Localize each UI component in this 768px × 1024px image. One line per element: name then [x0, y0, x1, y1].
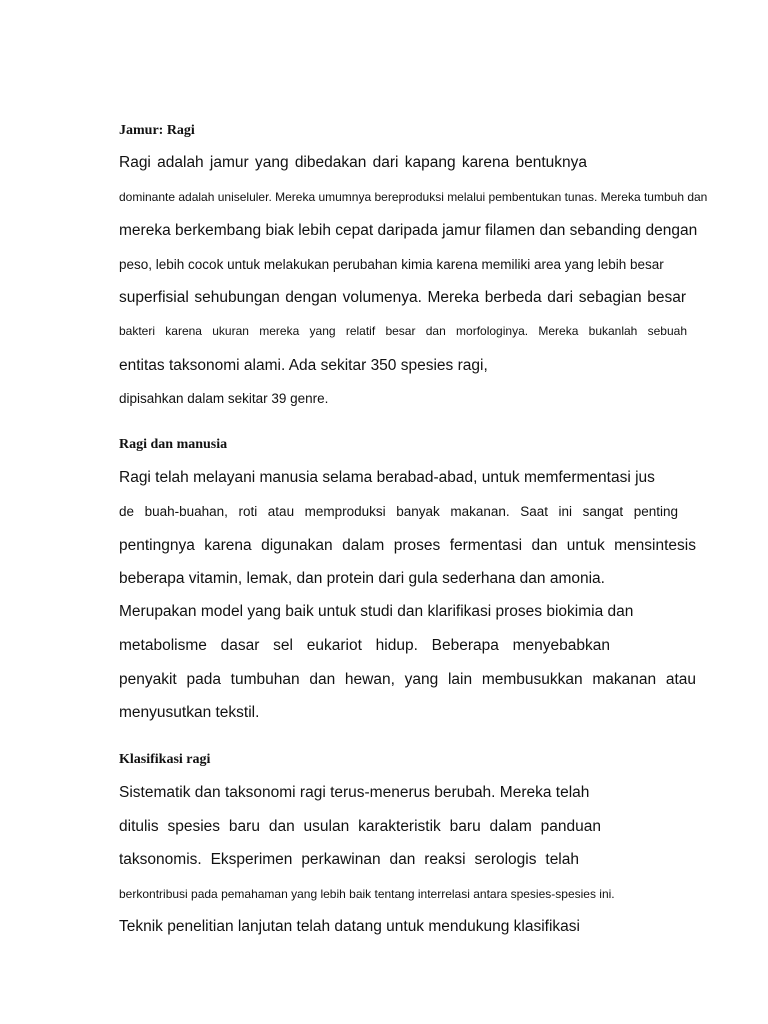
paragraph-line: menyusutkan tekstil. [119, 704, 260, 721]
paragraph-line: penyakit pada tumbuhan dan hewan, yang lain membusukkan makanan atau [119, 671, 696, 688]
paragraph-line: entitas taksonomi alami. Ada sekitar 350 spesies ragi, [119, 357, 488, 374]
paragraph-line: dominante adalah uniseluler. Mereka umumnya bereproduksi melalui pembentukan tunas. Mereka tumbuh dan [119, 190, 708, 204]
section-heading-ragi-dan-manusia: Ragi dan manusia [119, 437, 228, 452]
paragraph-line: Ragi adalah jamur yang dibedakan dari kapang karena bentuknya [119, 154, 587, 171]
paragraph-line: pentingnya karena digunakan dalam proses fermentasi dan untuk mensintesis [119, 537, 696, 554]
paragraph-line: metabolisme dasar sel eukariot hidup. Beberapa menyebabkan [119, 637, 610, 654]
paragraph-line: taksonomis. Eksperimen perkawinan dan reaksi serologis telah [119, 851, 579, 868]
paragraph-line: beberapa vitamin, lemak, dan protein dari gula sederhana dan amonia. [119, 570, 605, 587]
paragraph-line: superfisial sehubungan dengan volumenya. Mereka berbeda dari sebagian besar [119, 289, 686, 306]
paragraph-line: peso, lebih cocok untuk melakukan perubahan kimia karena memiliki area yang lebih besar [119, 257, 664, 272]
paragraph-line: Teknik penelitian lanjutan telah datang untuk mendukung klasifikasi [119, 918, 580, 935]
paragraph-line: ditulis spesies baru dan usulan karakteristik baru dalam panduan [119, 818, 601, 835]
section-heading-jamur-ragi: Jamur: Ragi [119, 123, 195, 138]
paragraph-line: dipisahkan dalam sekitar 39 genre. [119, 391, 329, 406]
paragraph-line: mereka berkembang biak lebih cepat daripada jamur filamen dan sebanding dengan [119, 222, 698, 239]
paragraph-line: berkontribusi pada pemahaman yang lebih baik tentang interrelasi antara spesies-spesies ini. [119, 887, 615, 901]
paragraph-line: Ragi telah melayani manusia selama berabad-abad, untuk memfermentasi jus [119, 469, 655, 486]
paragraph-line: bakteri karena ukuran mereka yang relatif besar dan morfologinya. Mereka bukanlah sebuah [119, 324, 687, 338]
section-heading-klasifikasi-ragi: Klasifikasi ragi [119, 752, 211, 767]
paragraph-line: Merupakan model yang baik untuk studi dan klarifikasi proses biokimia dan [119, 603, 634, 620]
paragraph-line: Sistematik dan taksonomi ragi terus-menerus berubah. Mereka telah [119, 784, 590, 801]
paragraph-line: de buah-buahan, roti atau memproduksi banyak makanan. Saat ini sangat penting [119, 504, 678, 519]
